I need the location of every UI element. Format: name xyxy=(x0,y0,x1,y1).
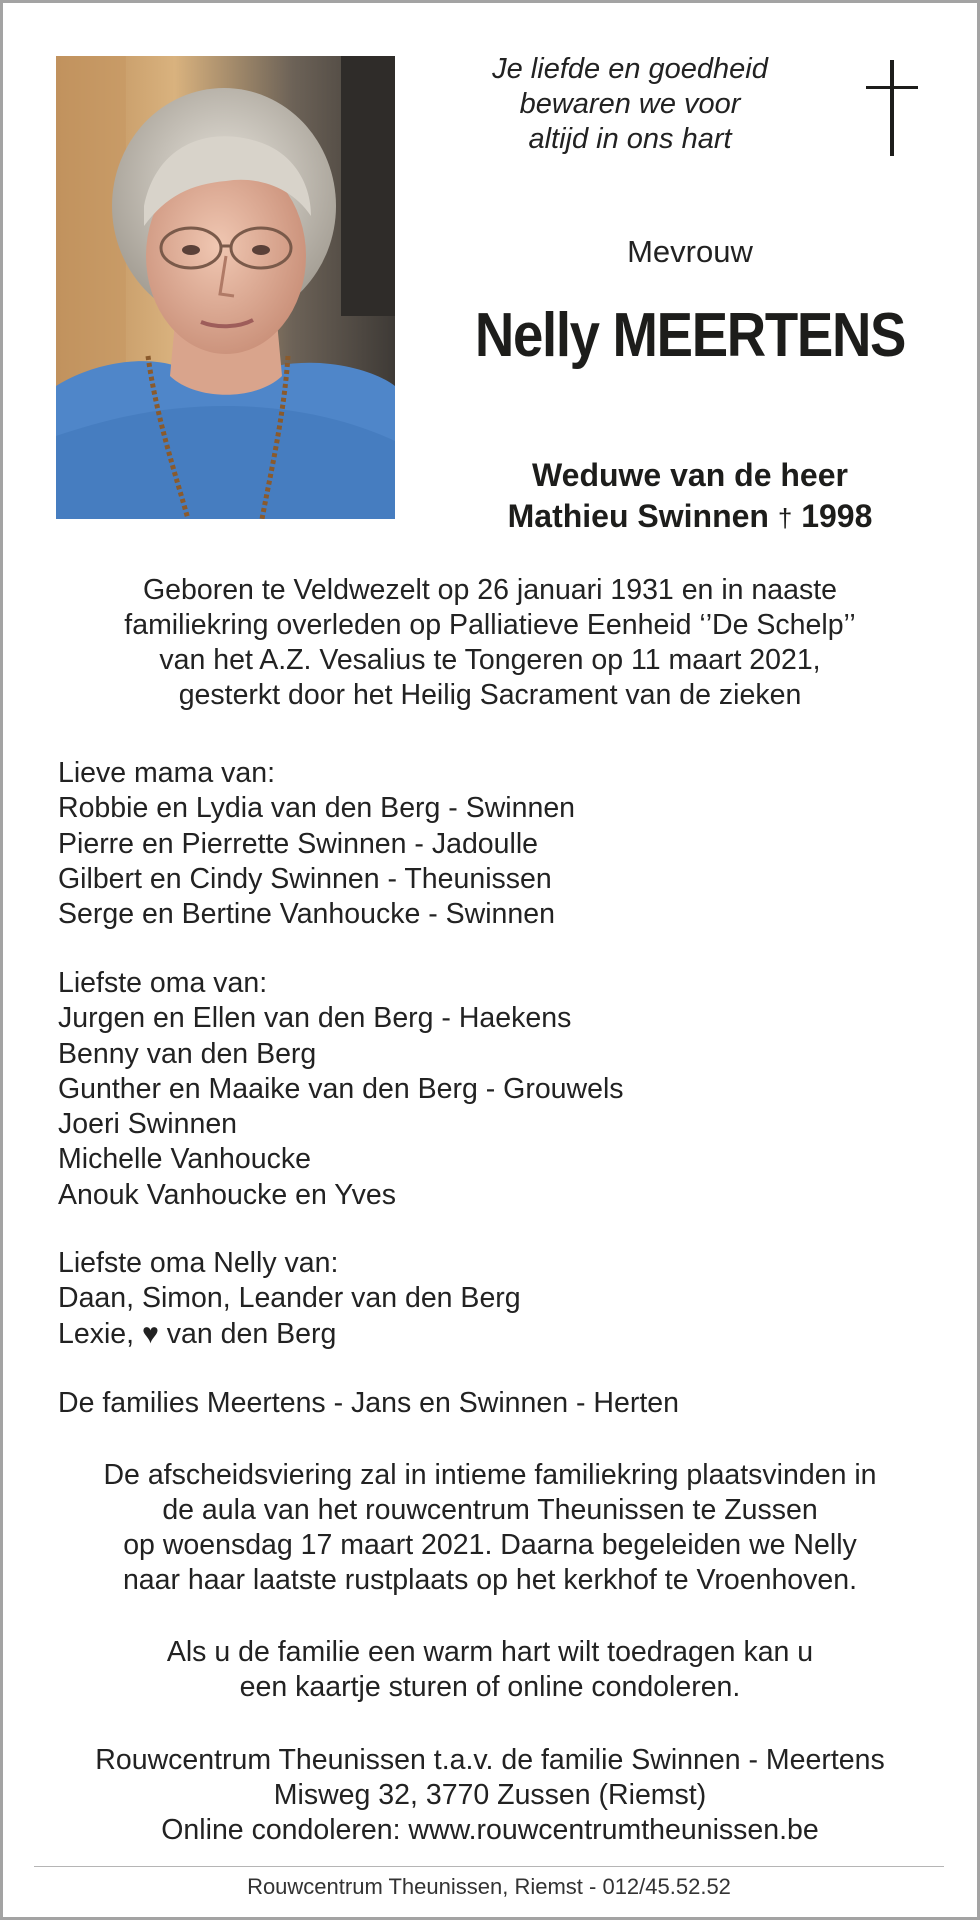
list-item: Robbie en Lydia van den Berg - Swinnen xyxy=(58,792,576,825)
children-list xyxy=(58,756,938,932)
footer-divider xyxy=(34,1866,944,1867)
spouse-death-year: 1998 xyxy=(801,498,873,534)
spouse-name: Mathieu Swinnen xyxy=(507,498,769,534)
text-line: Geboren te Veldwezelt op 26 januari 1931 en in naaste xyxy=(142,574,837,606)
spouse-line xyxy=(420,496,960,539)
list-item: Serge en Bertine Vanhoucke - Swinnen xyxy=(58,898,555,931)
deceased-name: Nelly MEERTENS xyxy=(474,301,906,370)
families-line: De families Meertens - Jans en Swinnen - Herten xyxy=(58,1387,679,1419)
list-item: Pierre en Pierrette Swinnen - Jadoulle xyxy=(58,827,539,860)
list-item: Joeri Swinnen xyxy=(58,1108,238,1141)
cross-icon xyxy=(862,60,922,160)
dagger-icon: † xyxy=(777,503,793,533)
text-line: een kaartje sturen of online condoleren. xyxy=(239,1671,741,1703)
portrait-photo xyxy=(56,56,395,519)
text-line: de aula van het rouwcentrum Theunissen te Zussen xyxy=(162,1494,818,1526)
text-line: Rouwcentrum Theunissen t.a.v. de familie Swinnen - Meertens xyxy=(95,1744,885,1776)
list-heading: Liefste oma van: xyxy=(58,967,268,999)
spouse-line: Weduwe van de heer xyxy=(532,457,848,493)
list-item: Gunther en Maaike van den Berg - Grouwels xyxy=(58,1072,624,1105)
text-line: Misweg 32, 3770 Zussen (Riemst) xyxy=(273,1779,707,1811)
condolence-info xyxy=(40,1635,940,1705)
footer-contact: Rouwcentrum Theunissen, Riemst - 012/45.52.52 xyxy=(247,1874,731,1899)
condolence-website: Online condoleren: www.rouwcentrumtheunissen.be xyxy=(161,1814,819,1846)
funeral-service-info xyxy=(40,1458,940,1598)
text-line: De afscheidsviering zal in intieme familiekring plaatsvinden in xyxy=(103,1459,877,1491)
great-grandchildren-list xyxy=(58,1246,938,1352)
list-item: Gilbert en Cindy Swinnen - Theunissen xyxy=(58,862,552,895)
quote-line: bewaren we voor xyxy=(519,88,741,120)
grandchildren-list xyxy=(58,966,938,1213)
list-item: Anouk Vanhoucke en Yves xyxy=(58,1178,397,1211)
quote-line: altijd in ons hart xyxy=(528,123,732,155)
text-line: Als u de familie een warm hart wilt toedragen kan u xyxy=(166,1636,814,1668)
list-item: Daan, Simon, Leander van den Berg xyxy=(58,1282,521,1315)
funeral-home-address xyxy=(40,1743,940,1848)
spouse-info xyxy=(420,455,960,539)
list-item: Jurgen en Ellen van den Berg - Haekens xyxy=(58,1002,572,1035)
quote-line: Je liefde en goedheid xyxy=(492,53,768,85)
list-item: Benny van den Berg xyxy=(58,1037,317,1070)
text-line: naar haar laatste rustplaats op het kerkhof te Vroenhoven. xyxy=(122,1564,858,1596)
list-heading: Lieve mama van: xyxy=(58,757,276,789)
birth-death-info xyxy=(40,573,940,713)
salutation: Mevrouw xyxy=(627,234,753,269)
text-line: gesterkt door het Heilig Sacrament van de zieken xyxy=(178,679,802,711)
text-line: familiekring overleden op Palliatieve Eenheid ‘’De Schelp’’ xyxy=(124,609,856,641)
list-item: Michelle Vanhoucke xyxy=(58,1143,311,1176)
text-line: op woensdag 17 maart 2021. Daarna begeleiden we Nelly xyxy=(123,1529,857,1561)
list-heading: Liefste oma Nelly van: xyxy=(58,1247,339,1279)
memorial-quote xyxy=(420,52,840,157)
text-line: van het A.Z. Vesalius te Tongeren op 11 maart 2021, xyxy=(159,644,821,676)
list-item: Lexie, ♥ van den Berg xyxy=(58,1317,337,1350)
